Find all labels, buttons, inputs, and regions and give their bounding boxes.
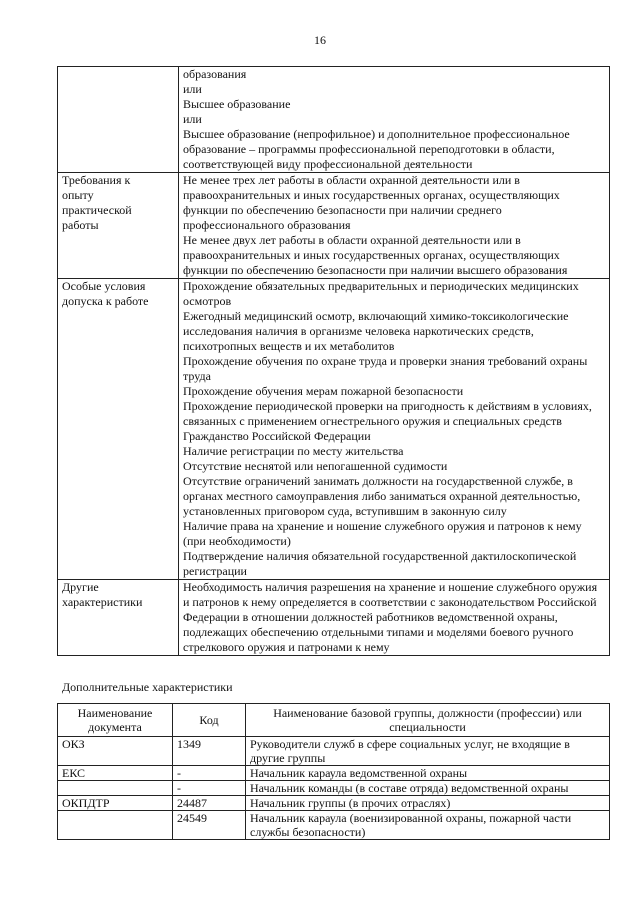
row-label bbox=[58, 279, 179, 580]
row-label-line: допуска к работе bbox=[62, 294, 149, 308]
row-value bbox=[179, 580, 610, 656]
row-label-line: опыту bbox=[62, 188, 94, 202]
row-value-paragraph: Высшее образование (непрофильное) и дополнительное профессиональное образование – программы профессиональной переподготовки в области, соответствующей виду профессиональной деятельности bbox=[183, 127, 570, 171]
row-value bbox=[179, 279, 610, 580]
cell-document-name bbox=[58, 811, 173, 840]
row-label bbox=[58, 173, 179, 279]
cell-document-name: ЕКС bbox=[58, 766, 173, 781]
cell-document-name: ОКЗ bbox=[58, 737, 173, 766]
row-label-line: характеристики bbox=[62, 595, 143, 609]
row-label-line: Особые условия bbox=[62, 279, 146, 293]
row-value-paragraph: Не менее двух лет работы в области охранной деятельности или в правоохранительных и иных государственных органах, осуществляющих функции по обеспечению безопасности при наличии высшего образования bbox=[183, 233, 568, 277]
row-label-line: работы bbox=[62, 218, 99, 232]
table-row bbox=[58, 580, 610, 656]
cell-document-name: ОКПДТР bbox=[58, 796, 173, 811]
row-label bbox=[58, 580, 179, 656]
row-value-paragraph: Подтверждение наличия обязательной государственной дактилоскопической регистрации bbox=[183, 549, 577, 578]
header-group-name: Наименование базовой группы, должности (профессии) или специальности bbox=[246, 704, 610, 737]
row-value-paragraph: образования bbox=[183, 67, 247, 81]
row-label-line: Требования к bbox=[62, 173, 131, 187]
row-value-paragraph: Отсутствие неснятой или непогашенной судимости bbox=[183, 459, 448, 473]
row-value bbox=[179, 173, 610, 279]
table-row bbox=[58, 67, 610, 173]
table-row bbox=[58, 173, 610, 279]
page-number: 16 bbox=[314, 33, 326, 47]
table-row bbox=[58, 766, 610, 781]
table-row bbox=[58, 811, 610, 840]
table-row bbox=[58, 737, 610, 766]
row-label bbox=[58, 67, 179, 173]
cell-group-name: Начальник команды (в составе отряда) ведомственной охраны bbox=[246, 781, 610, 796]
additional-characteristics-title: Дополнительные характеристики bbox=[62, 680, 233, 694]
cell-code: - bbox=[173, 781, 246, 796]
cell-code: 24487 bbox=[173, 796, 246, 811]
cell-code: - bbox=[173, 766, 246, 781]
cell-group-name: Начальник караула ведомственной охраны bbox=[246, 766, 610, 781]
row-value-paragraph: Необходимость наличия разрешения на хранение и ношение служебного оружия и патронов к нему определяется в соответствии с законодательством Российской Федерации в отношении должностей работников ведомственной охраны, подлежащих обеспечению отдельными типами и моделями боевого ручного стрелкового оружия и патронами к нему bbox=[183, 580, 598, 654]
table-header-row bbox=[58, 704, 610, 737]
main-requirements-table bbox=[57, 66, 610, 656]
table-row bbox=[58, 279, 610, 580]
table-row bbox=[58, 781, 610, 796]
row-value-paragraph: Наличие права на хранение и ношение служебного оружия и патронов к нему (при необходимости) bbox=[183, 519, 582, 548]
row-value-paragraph: или bbox=[183, 82, 202, 96]
row-value-paragraph: Отсутствие ограничений занимать должности на государственной службе, в органах местного самоуправления либо заниматься охранной деятельностью, установленных приговором суда, вступившим в законную силу bbox=[183, 474, 581, 518]
cell-group-name: Начальник группы (в прочих отраслях) bbox=[246, 796, 610, 811]
row-value bbox=[179, 67, 610, 173]
row-value-paragraph: Высшее образование bbox=[183, 97, 291, 111]
row-value-paragraph: Наличие регистрации по месту жительства bbox=[183, 444, 404, 458]
row-value-paragraph: Прохождение обучения по охране труда и проверки знания требований охраны труда bbox=[183, 354, 588, 383]
cell-code: 24549 bbox=[173, 811, 246, 840]
row-label-line: Другие bbox=[62, 580, 99, 594]
header-document-name: Наименование документа bbox=[58, 704, 173, 737]
row-value-paragraph: Прохождение периодической проверки на пригодность к действиям в условиях, связанных с применением огнестрельного оружия и специальных средств bbox=[183, 399, 592, 428]
cell-code: 1349 bbox=[173, 737, 246, 766]
table-row bbox=[58, 796, 610, 811]
header-code: Код bbox=[173, 704, 246, 737]
row-value-paragraph: Прохождение обязательных предварительных и периодических медицинских осмотров bbox=[183, 279, 579, 308]
cell-document-name bbox=[58, 781, 173, 796]
row-value-paragraph: Не менее трех лет работы в области охранной деятельности или в правоохранительных и иных государственных органах, осуществляющих функции по обеспечению безопасности при наличии среднего профессионального образования bbox=[183, 173, 560, 232]
cell-group-name: Начальник караула (военизированной охраны, пожарной части службы безопасности) bbox=[246, 811, 610, 840]
row-value-paragraph: или bbox=[183, 112, 202, 126]
additional-characteristics-table bbox=[57, 703, 610, 840]
row-value-paragraph: Ежегодный медицинский осмотр, включающий химико-токсикологические исследования наличия в организме человека наркотических средств, психотропных веществ и их метаболитов bbox=[183, 309, 569, 353]
row-label-line: практической bbox=[62, 203, 132, 217]
cell-group-name: Руководители служб в сфере социальных услуг, не входящие в другие группы bbox=[246, 737, 610, 766]
row-value-paragraph: Прохождение обучения мерам пожарной безопасности bbox=[183, 384, 464, 398]
row-value-paragraph: Гражданство Российской Федерации bbox=[183, 429, 371, 443]
